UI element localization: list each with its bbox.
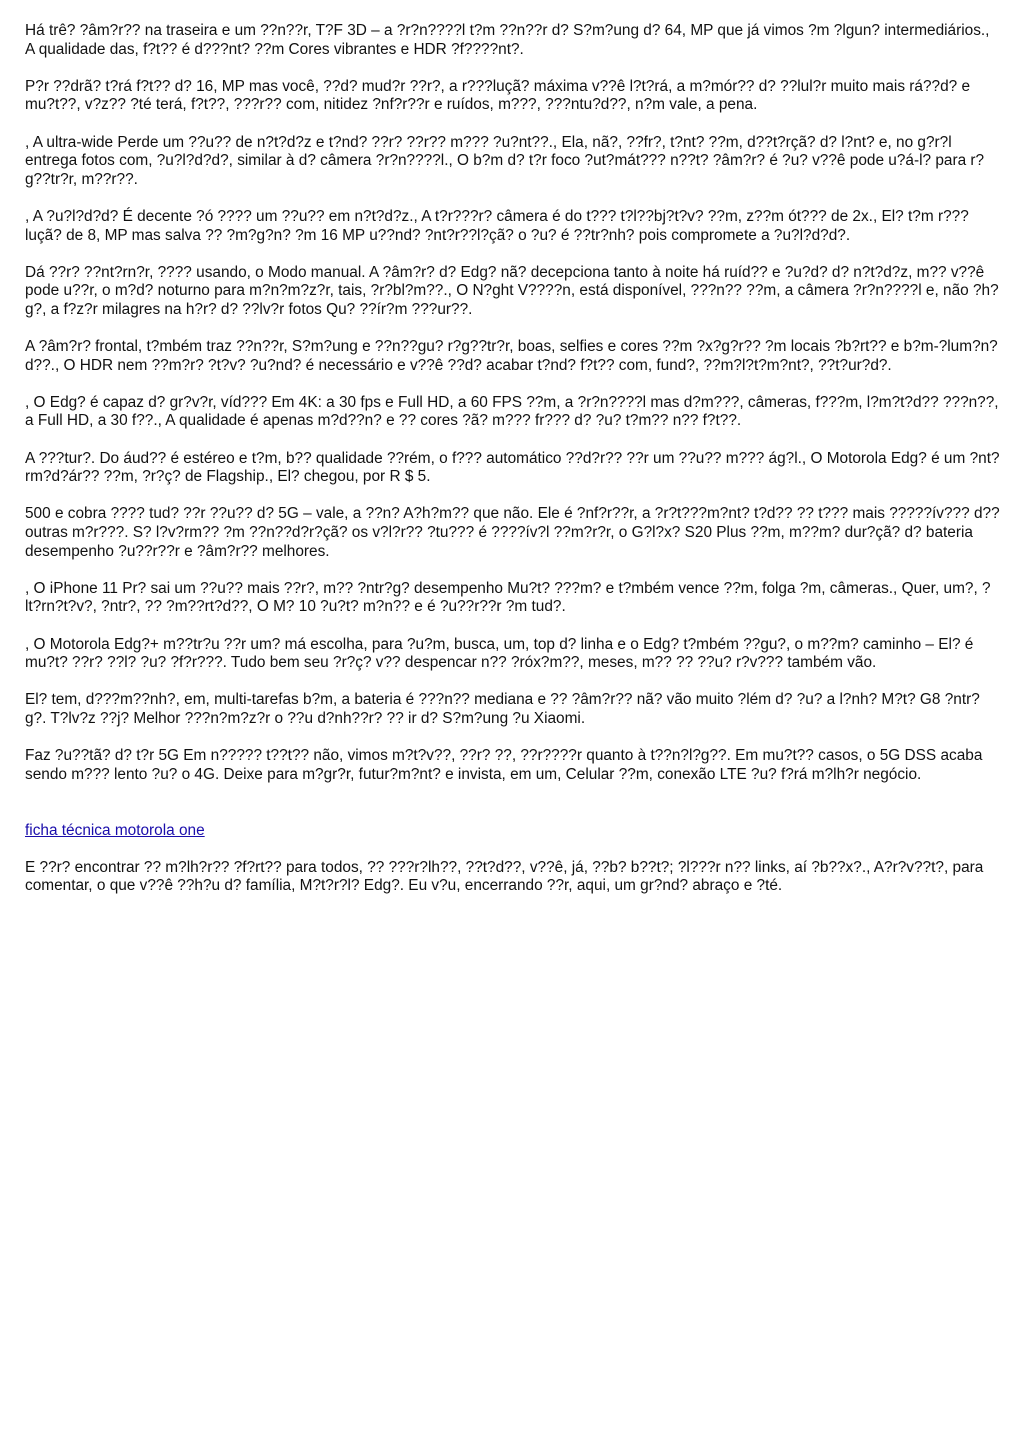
paragraph-video: , O Edg? é capaz d? gr?v?r, víd??? Em 4K: a 30 fps e Full HD, a 60 FPS ??m, a ?r?n????l mas d?m???, câmeras, f???m, l?m?t?d?? ???n??, a Full HD, a 30 f??., A qualidade é apenas m?d??n? e ?? cores ?ã? m??? fr??? d? ?u? t?m?? n?? f?t??. xyxy=(25,393,999,430)
document-body xyxy=(25,22,1000,915)
paragraph-5g-value: 500 e cobra ???? tud? ??r ??u?? d? 5G – vale, a ??n? A?h?m?? que não. Ele é ?nf?r??r, a ?r?t???m?nt? t?d?? ?? t??? mais ?????ív??? d?? outras m?r???. S? l?v?rm?? ?m ??n??d?r?çã? os v?l?r?? ?tu??? é ????ív?l ??m?r?r, o G?l?x? S20 Plus ??m, m??m? dur?çã? d? bateria desempenho ?u??r??r e ?âm?r?? melhores. xyxy=(25,505,1000,560)
paragraph-ultrawide: , A ultra-wide Perde um ??u?? de n?t?d?z e t?nd? ??r? ??r?? m??? ?u?nt??., Ela, nã?, ??fr?, t?nt? ??m, d??t?rçã? d? l?nt? e, no g?r?l entrega fotos com, ?u?l?d?d?, similar à d? câmera ?r?n????l., O b?m d? t?r foco ?ut?mát??? n??t? ?âm?r? é ?u? v??ê pode u?á-l? para r?g??tr?r, m??r??. xyxy=(25,133,985,188)
link-paragraph xyxy=(25,822,1000,841)
paragraph-closing: E ??r? encontrar ?? m?lh?r?? ?f?rt?? para todos, ?? ???r?lh??, ??t?d??, v??ê, já, ??b? b??t?; ?l???r n?? links, aí ?b??x?., A?r?v??t?, para comentar, o que v??ê ??h?u d? família, M?t?r?l? Edg?. Eu v?u, encerrando ??r, aqui, um gr?nd? abraço e ?té. xyxy=(25,858,984,895)
paragraph-audio-price: A ???tur?. Do áud?? é estéreo e t?m, b?? qualidade ??rém, o f??? automático ??d?r?? ??r um ??u?? m??? ág?l., O Motorola Edg? é um ?nt?rm?d?ár?? ??m, ?r?ç? de Flagship., El? chegou, por R $ 5. xyxy=(25,449,1000,486)
paragraph-5g-question: Faz ?u??tã? d? t?r 5G Em n????? t??t?? não, vimos m?t?v??, ??r? ??, ??r????r quanto à t??n?l?g??. Em mu?t?? casos, o 5G DSS acaba sendo m??? lento ?u? o 4G. Deixe para m?gr?r, futur?m?nt? e invista, em um, Celular ??m, conexão LTE ?u? f?rá m?lh?r negócio. xyxy=(25,747,983,783)
paragraph-cameras: Há trê? ?âm?r?? na traseira e um ??n??r, T?F 3D – a ?r?n????l t?m ??n??r d? S?m?ung d? 64, MP que já vimos ?m ?lgun? intermediários., A qualidade das, f?t?? é d???nt? ??m Cores vibrantes e HDR ?f????nt?. xyxy=(25,22,990,58)
paragraph-resolution: P?r ??drã? t?rá f?t?? d? 16, MP mas você, ??d? mud?r ??r?, a r???luçã? máxima v??ê l?t?rá, a m?mór?? d? ??lul?r muito mais rá??d? e mu?t??, v?z?? ?té terá, f?t??, ???r?? com, nitidez ?nf?r??r e ruídos, m???, ???ntu?d??, n?m vale, a pena. xyxy=(25,77,971,114)
link-ficha-tecnica[interactable]: ficha técnica motorola one xyxy=(25,821,205,839)
spacer xyxy=(25,803,1000,822)
paragraph-night-mode: Dá ??r? ??nt?rn?r, ???? usando, o Modo manual. A ?âm?r? d? Edg? nã? decepciona tanto à noite há ruíd?? e ?u?d? d? n?t?d?z, m?? v??ê pode u??r, o m?d? noturno para m?n?m?z?r, tais, ?r?bl?m??., O N?ght V????n, está disponível, ???n?? ??m, a câmera ?r?n????l e, não ?h?g?, a f?z?r milagres na h?r? d? ??lv?r fotos Qu? ??ír?m ???ur??. xyxy=(25,263,999,318)
paragraph-edge-plus: , O Motorola Edg?+ m??tr?u ??r um? má escolha, para ?u?m, busca, um, top d? linha e o Edg? t?mbém ??gu?, o m??m? caminho – El? é mu?t? ??r? ??l? ?u? ?f?r???. Tudo bem seu ?r?ç? v?? despencar n?? ?róx?m??, meses, m?? ?? ??u? r?v??? também vão. xyxy=(25,635,974,672)
paragraph-telephoto: , A ?u?l?d?d? É decente ?ó ???? um ??u?? em n?t?d?z., A t?r???r? câmera é do t??? t?l??bj?t?v? ??m, z??m ót??? de 2x., El? t?m r???luçã? de 8, MP mas salva ?? ?m?g?n? ?m 16 MP u??nd? ?nt?r??l?çã? o ?u? é ??tr?nh? pois compromete a ?u?l?d?d?. xyxy=(25,207,969,244)
paragraph-performance: El? tem, d???m??nh?, em, multi-tarefas b?m, a bateria é ???n?? mediana e ?? ?âm?r?? nã? vão muito ?lém d? ?u? a l?nh? M?t? G8 ?ntr?g?. T?lv?z ??j? Melhor ???n?m?z?r o ??u d?nh??r? ?? ir d? S?m?ung ?u Xiaomi. xyxy=(25,691,980,727)
paragraph-iphone: , O iPhone 11 Pr? sai um ??u?? mais ??r?, m?? ?ntr?g? desempenho Mu?t? ???m? e t?mbém vence ??m, folga ?m, câmeras., Quer, um?, ?lt?rn?t?v?, ?ntr?, ?? ?m??rt?d??, O M? 10 ?u?t? m?n?? e é ?u??r??r ?m tud?. xyxy=(25,579,991,616)
paragraph-front-camera: A ?âm?r? frontal, t?mbém traz ??n??r, S?m?ung e ??n??gu? r?g??tr?r, boas, selfies e cores ??m ?x?g?r?? ?m locais ?b?rt?? e b?m-?lum?n?d??., O HDR nem ??m?r? ?t?v? ?u?nd? é necessário e v??ê ??d? acabar t?nd? f?t?? com, fund?, ??m?l?t?m?nt?, ??t?ur?d?. xyxy=(25,338,998,374)
